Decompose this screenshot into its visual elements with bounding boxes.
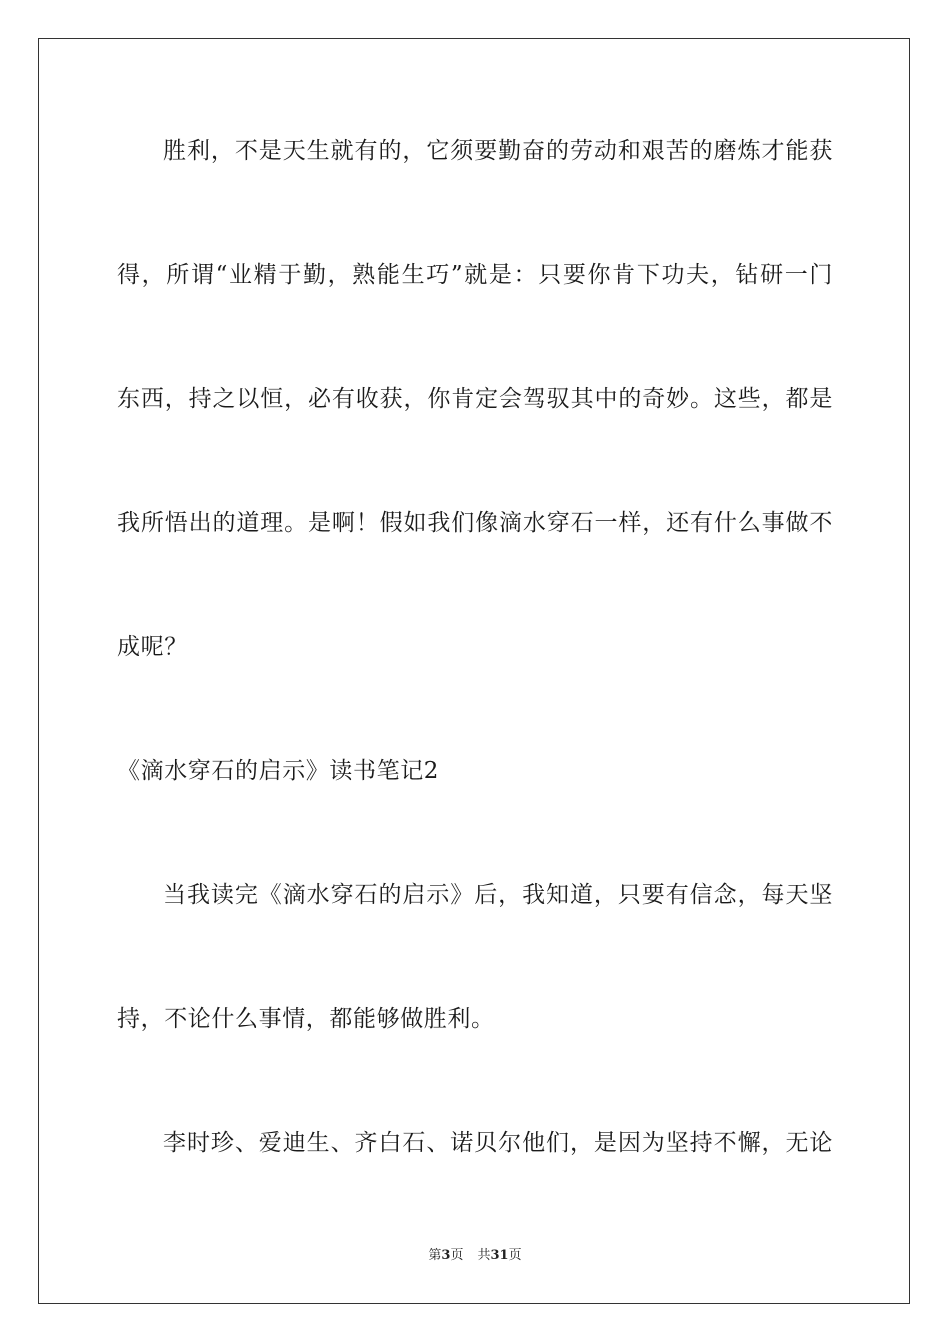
page-border — [38, 38, 910, 1304]
paragraph-line: 东西，持之以恒，必有收获，你肯定会驾驭其中的奇妙。这些，都是 — [117, 386, 833, 412]
footer-page-number: 3 — [441, 1248, 451, 1263]
footer-total-pages: 31 — [490, 1248, 509, 1263]
paragraph-line: 胜利，不是天生就有的，它须要勤奋的劳动和艰苦的磨炼才能获 — [163, 138, 833, 164]
paragraph-line: 得，所谓“业精于勤，熟能生巧”就是：只要你肯下功夫，钻研一门 — [117, 262, 833, 288]
footer-total-prefix: 共 — [477, 1248, 491, 1263]
page-footer — [0, 1247, 950, 1265]
footer-total-suffix: 页 — [508, 1248, 522, 1263]
footer-page-prefix: 第 — [428, 1248, 442, 1263]
paragraph-line: 当我读完《滴水穿石的启示》后，我知道，只要有信念，每天坚 — [163, 882, 833, 908]
paragraph-line: 成呢？ — [117, 634, 188, 660]
section-heading: 《滴水穿石的启示》读书笔记2 — [117, 758, 440, 784]
paragraph-line: 李时珍、爱迪生、齐白石、诺贝尔他们，是因为坚持不懈，无论 — [163, 1130, 833, 1156]
paragraph-line: 持，不论什么事情，都能够做胜利。 — [117, 1006, 495, 1032]
footer-page-suffix: 页 — [450, 1248, 464, 1263]
paragraph-line: 我所悟出的道理。是啊！假如我们像滴水穿石一样，还有什么事做不 — [117, 510, 833, 536]
